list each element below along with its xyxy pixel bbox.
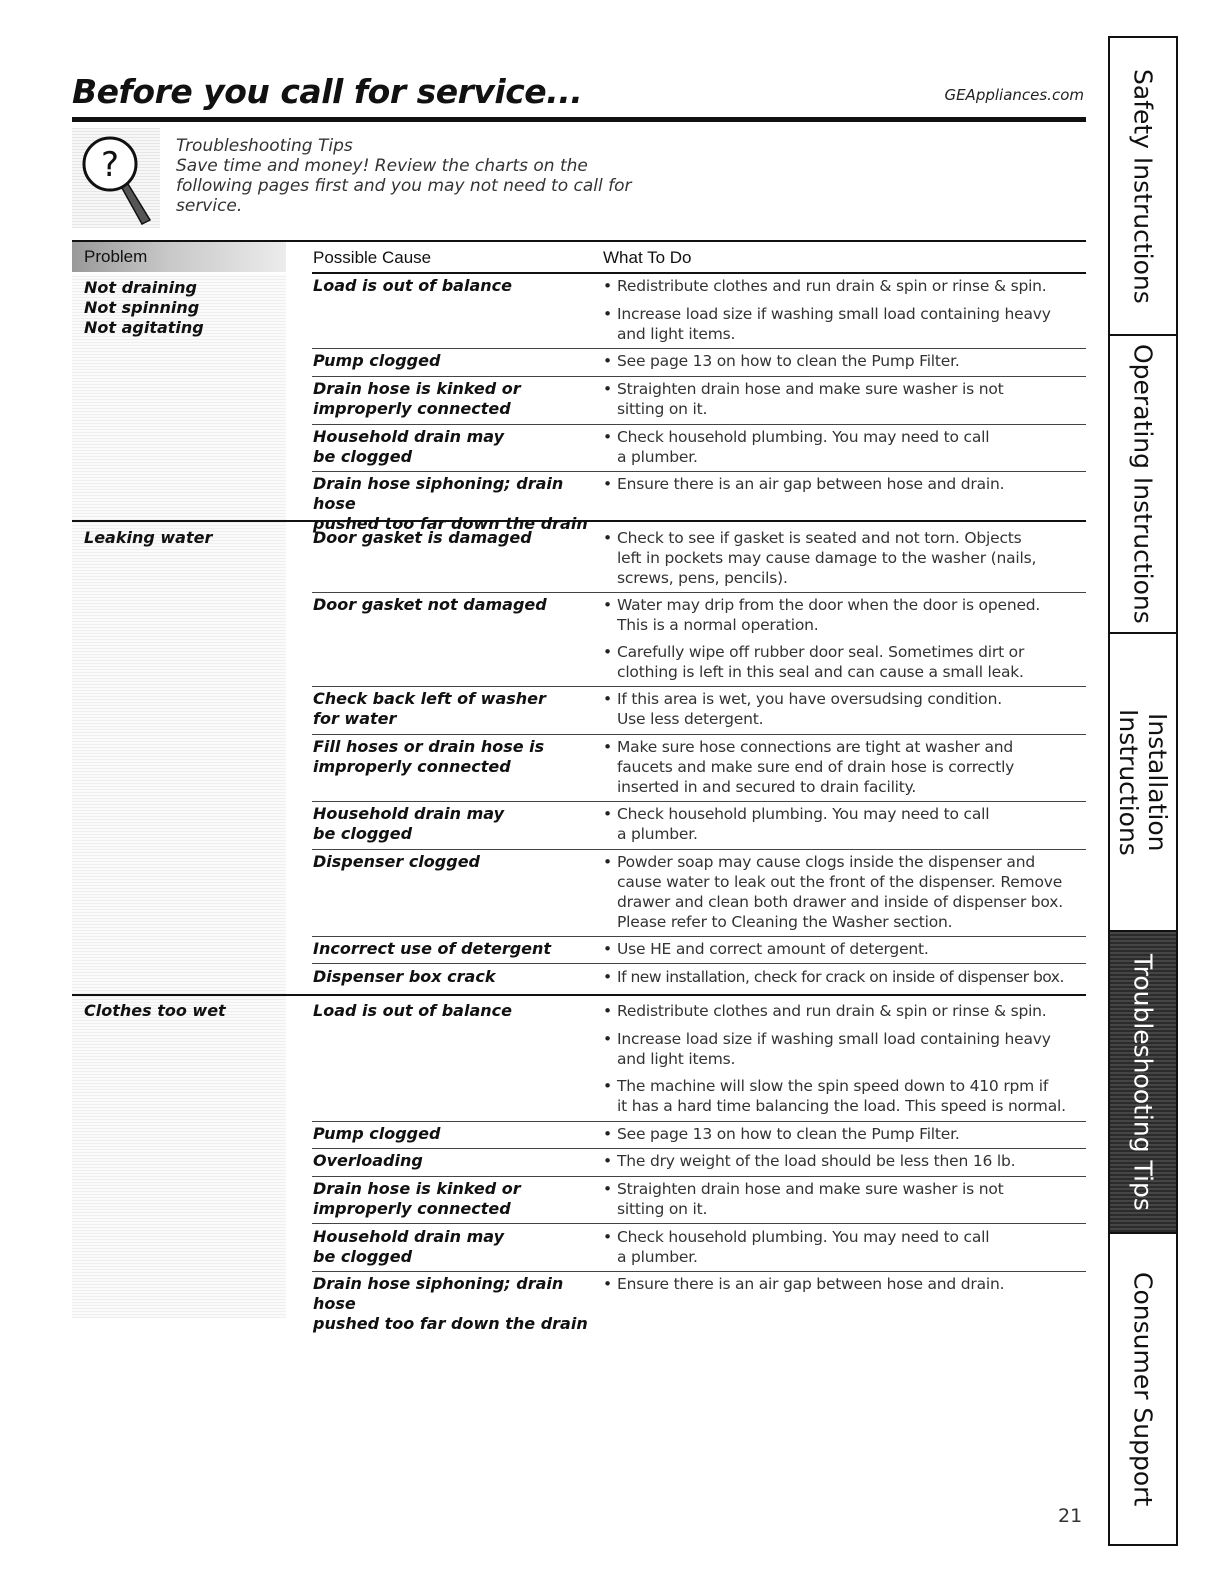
possible-cause: Load is out of balance xyxy=(313,276,512,295)
possible-cause: Door gasket is damaged xyxy=(313,528,532,547)
action-item: • Check to see if gasket is seated and not torn. Objects left in pockets may cause damage to the washer (nails, screws, pens, pencils). xyxy=(603,528,1086,588)
header-rule xyxy=(312,272,1086,274)
possible-cause: Pump clogged xyxy=(313,1124,441,1143)
what-to-do-header: What To Do xyxy=(603,248,692,267)
row-divider xyxy=(312,1176,1086,1177)
possible-cause: Drain hose siphoning; drain hose pushed too far down the drain xyxy=(313,1274,588,1333)
action-item: • Straighten drain hose and make sure washer is not sitting on it. xyxy=(603,1179,1086,1219)
action-item: • The machine will slow the spin speed down to 410 rpm if it has a hard time balancing the load. This speed is normal. xyxy=(603,1076,1086,1116)
problem-not-draining: Not draining Not spinning Not agitating xyxy=(84,278,204,337)
problem-clothes-too-wet: Clothes too wet xyxy=(84,1001,226,1020)
row-divider xyxy=(312,936,1086,937)
action-item: • See page 13 on how to clean the Pump Filter. xyxy=(603,1124,1086,1144)
tips-heading: Troubleshooting Tips xyxy=(176,136,353,156)
row-divider xyxy=(312,801,1086,802)
possible-cause: Door gasket not damaged xyxy=(313,595,547,614)
possible-cause: Load is out of balance xyxy=(313,1001,512,1020)
possible-cause: Drain hose is kinked or improperly connected xyxy=(313,1179,521,1218)
tips-line: Save time and money! Review the charts on the xyxy=(176,156,588,176)
action-item: • Powder soap may cause clogs inside the dispenser and cause water to leak out the front of the dispenser. Remove drawer and clean both drawer and inside of dispenser box. Please refer to Cleaning the Washer section. xyxy=(603,852,1086,932)
page-title: Before you call for service... xyxy=(72,72,583,111)
action-item: • Make sure hose connections are tight at washer and faucets and make sure end of drain hose is correctly inserted in and secured to drain facility. xyxy=(603,737,1086,797)
troubleshooting-tips-intro xyxy=(176,136,646,216)
problem-cell-background xyxy=(72,996,286,1318)
action-item: • See page 13 on how to clean the Pump Filter. xyxy=(603,351,1086,371)
tips-line: service. xyxy=(176,196,243,216)
row-divider xyxy=(312,471,1086,472)
possible-cause: Dispenser clogged xyxy=(313,852,480,871)
action-item: • Use HE and correct amount of detergent. xyxy=(603,939,1086,959)
action-item: • Straighten drain hose and make sure washer is not sitting on it. xyxy=(603,379,1086,419)
action-item: • Check household plumbing. You may need to call a plumber. xyxy=(603,427,1086,467)
row-divider xyxy=(312,592,1086,593)
action-item: • Check household plumbing. You may need to call a plumber. xyxy=(603,1227,1086,1267)
tab-troubleshooting-tips[interactable]: Troubleshooting Tips xyxy=(1108,930,1178,1234)
tab-installation-instructions[interactable]: Installation Instructions xyxy=(1108,632,1178,932)
action-item: • Carefully wipe off rubber door seal. Sometimes dirt or clothing is left in this seal and can cause a small leak. xyxy=(603,642,1086,682)
possible-cause: Incorrect use of detergent xyxy=(313,939,552,958)
possible-cause: Household drain may be clogged xyxy=(313,1227,505,1266)
possible-cause: Household drain may be clogged xyxy=(313,427,505,466)
row-divider xyxy=(312,424,1086,425)
row-divider xyxy=(312,1121,1086,1122)
possible-cause: Dispenser box crack xyxy=(313,967,496,986)
tab-operating-instructions[interactable]: Operating Instructions xyxy=(1108,334,1178,634)
row-divider xyxy=(312,1223,1086,1224)
page-number: 21 xyxy=(1058,1505,1083,1527)
possible-cause: Drain hose is kinked or improperly connected xyxy=(313,379,521,418)
possible-cause: Fill hoses or drain hose is improperly connected xyxy=(313,737,545,776)
row-divider xyxy=(312,734,1086,735)
action-item: • Ensure there is an air gap between hose and drain. xyxy=(603,474,1086,494)
magnifier-question-icon xyxy=(72,128,160,228)
action-item: • Increase load size if washing small load containing heavy and light items. xyxy=(603,1029,1086,1069)
svg-text:?: ? xyxy=(100,145,120,185)
action-item: • Redistribute clothes and run drain & spin or rinse & spin. xyxy=(603,276,1086,296)
possible-cause: Check back left of washer for water xyxy=(313,689,546,728)
action-item: • If new installation, check for crack on inside of dispenser box. xyxy=(603,967,1086,987)
row-divider xyxy=(312,849,1086,850)
problem-column-header: Problem xyxy=(72,242,286,272)
action-item: • Water may drip from the door when the door is opened. This is a normal operation. xyxy=(603,595,1086,635)
row-divider xyxy=(312,376,1086,377)
action-item: • The dry weight of the load should be less then 16 lb. xyxy=(603,1151,1086,1171)
row-divider xyxy=(312,963,1086,964)
possible-cause-header: Possible Cause xyxy=(313,248,432,267)
action-item: • Ensure there is an air gap between hose and drain. xyxy=(603,1274,1086,1294)
action-item: • Increase load size if washing small load containing heavy and light items. xyxy=(603,304,1086,344)
tab-consumer-support[interactable]: Consumer Support xyxy=(1108,1232,1178,1546)
possible-cause: Drain hose siphoning; drain hose pushed too far down the drain xyxy=(313,474,588,533)
possible-cause: Household drain may be clogged xyxy=(313,804,505,843)
row-divider xyxy=(312,686,1086,687)
possible-cause: Pump clogged xyxy=(313,351,441,370)
problem-group-divider xyxy=(72,994,1086,996)
possible-cause: Overloading xyxy=(313,1151,423,1170)
action-item: • Redistribute clothes and run drain & spin or rinse & spin. xyxy=(603,1001,1086,1021)
tips-line: following pages first and you may not need to call for xyxy=(176,176,632,196)
action-item: • Check household plumbing. You may need to call a plumber. xyxy=(603,804,1086,844)
row-divider xyxy=(312,1148,1086,1149)
tab-safety-instructions[interactable]: Safety Instructions xyxy=(1108,36,1178,336)
row-divider xyxy=(312,1271,1086,1272)
problem-cell-background xyxy=(72,522,286,994)
title-divider xyxy=(72,117,1086,122)
problem-leaking-water: Leaking water xyxy=(84,528,213,547)
row-divider xyxy=(312,348,1086,349)
website-label: GEAppliances.com xyxy=(944,86,1084,104)
action-item: • If this area is wet, you have oversudsing condition. Use less detergent. xyxy=(603,689,1086,729)
